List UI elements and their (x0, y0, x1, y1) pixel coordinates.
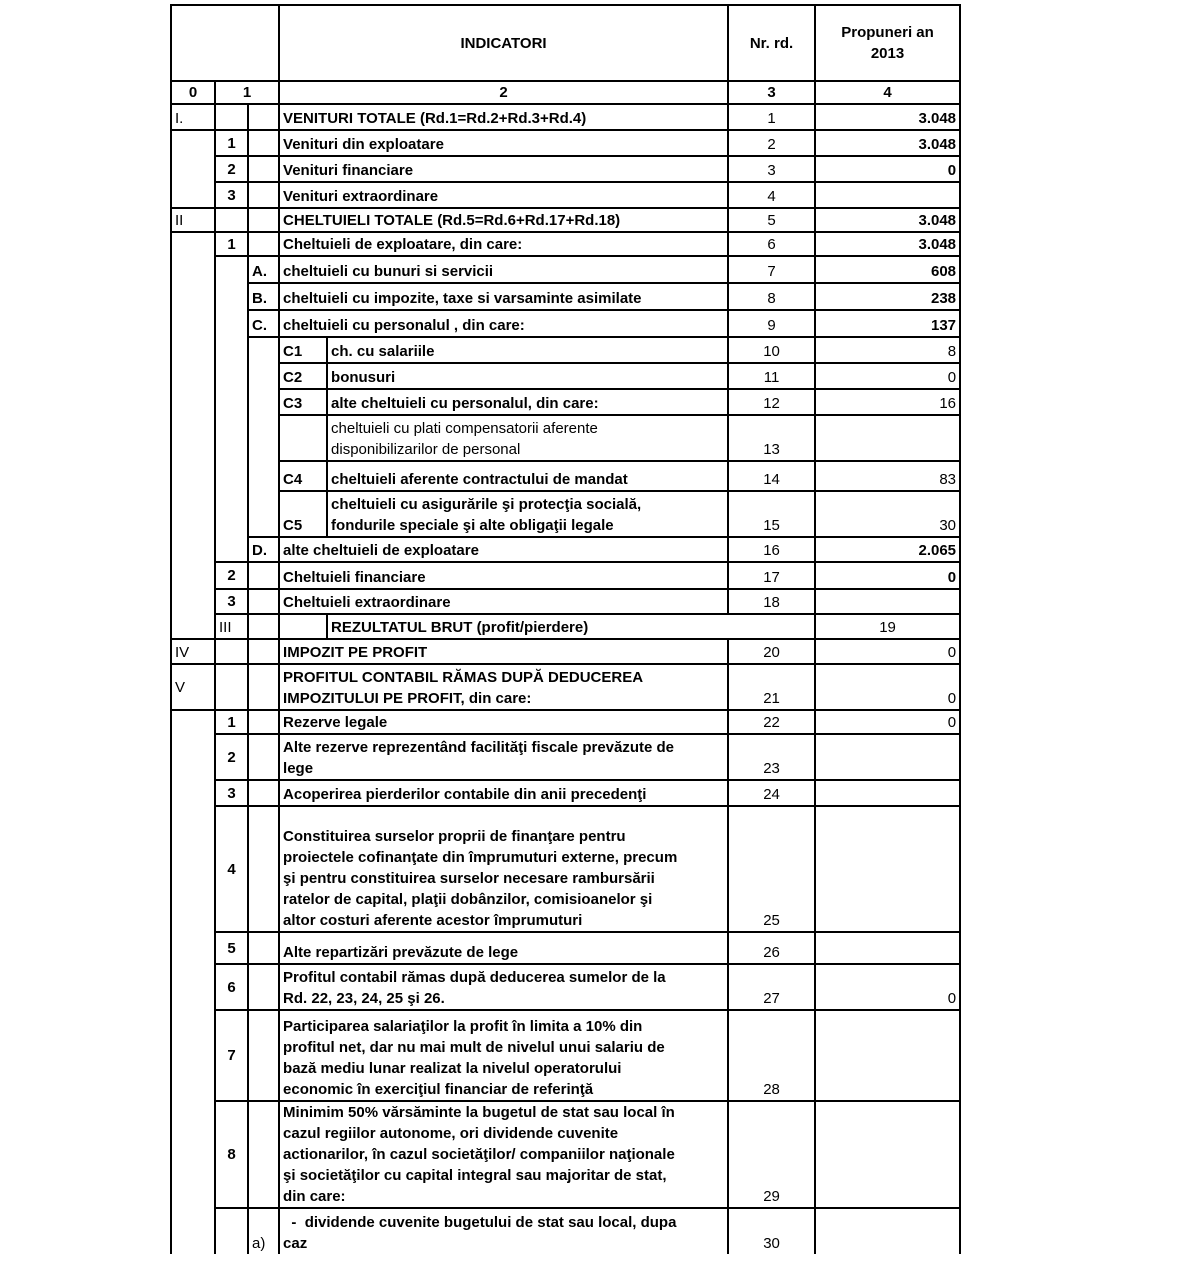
budget-table (170, 4, 961, 1254)
row-value (815, 1010, 960, 1101)
table-row (171, 461, 960, 491)
indicator-label: IMPOZIT PE PROFIT (279, 639, 728, 664)
col-number-4: 4 (815, 81, 960, 104)
row-value: 3.048 (815, 130, 960, 156)
table-row (171, 1010, 960, 1101)
letter-code: a) (248, 1208, 279, 1254)
indicator-label: Acoperirea pierderilor contabile din anii precedenţi (279, 780, 728, 806)
row-number: 12 (728, 389, 815, 415)
table-row (171, 256, 960, 283)
row-value (815, 734, 960, 780)
row-value (815, 589, 960, 614)
sub-number: 1 (215, 710, 248, 734)
table-row (171, 734, 960, 780)
letter-code: A. (248, 256, 279, 283)
indicator-label: Venituri extraordinare (279, 182, 728, 208)
col-number-2: 2 (279, 81, 728, 104)
table-row (171, 491, 960, 537)
row-number: 25 (728, 806, 815, 932)
row-number: 15 (728, 491, 815, 537)
indicator-label: Cheltuieli de exploatare, din care: (279, 232, 728, 256)
table-row (171, 664, 960, 710)
col-number-3: 3 (728, 81, 815, 104)
row-number: 13 (728, 415, 815, 461)
table-row (171, 389, 960, 415)
row-number: 1 (728, 104, 815, 130)
row-number: 4 (728, 182, 815, 208)
row-value: 0 (815, 562, 960, 589)
sub-number: 1 (215, 232, 248, 256)
indicator-label: PROFITUL CONTABIL RĂMAS DUPĂ DEDUCEREA IMPOZITULUI PE PROFIT, din care: (279, 664, 728, 710)
table-row (171, 562, 960, 589)
row-value (815, 932, 960, 964)
row-number: 17 (728, 562, 815, 589)
row-number: 7 (728, 256, 815, 283)
row-value: 3.048 (815, 232, 960, 256)
indicator-label: bonusuri (327, 363, 728, 389)
table-row (171, 363, 960, 389)
sub-code: C2 (279, 363, 327, 389)
table-row (171, 104, 960, 130)
sub-number: 3 (215, 589, 248, 614)
table-row (171, 337, 960, 363)
indicator-label: Participarea salariaţilor la profit în limita a 10% din profitul net, dar nu mai mult de nivelul unui salariu de bază mediu lunar realizat la nivelul operatorului economic în exerciţiul financiar de referinţă (279, 1010, 728, 1101)
sub-number: 1 (215, 130, 248, 156)
header-row (171, 5, 960, 81)
table-row (171, 780, 960, 806)
row-number: 11 (728, 363, 815, 389)
sub-number: 8 (215, 1101, 248, 1208)
row-value (815, 1101, 960, 1208)
table-row (171, 182, 960, 208)
header-nr-rd: Nr. rd. (728, 5, 815, 81)
row-number: 6 (728, 232, 815, 256)
row-value: 3.048 (815, 208, 960, 232)
header-indicatori: INDICATORI (279, 5, 728, 81)
sub-number: 6 (215, 964, 248, 1010)
row-number: 20 (728, 639, 815, 664)
indicator-label: CHELTUIELI TOTALE (Rd.5=Rd.6+Rd.17+Rd.18) (279, 208, 728, 232)
indicator-label: cheltuieli cu impozite, taxe si varsaminte asimilate (279, 283, 728, 310)
row-value: 83 (815, 461, 960, 491)
row-number: 30 (728, 1208, 815, 1254)
row-number: 18 (728, 589, 815, 614)
table-row (171, 614, 960, 639)
row-value: 3.048 (815, 104, 960, 130)
table-row (171, 283, 960, 310)
row-value (815, 1208, 960, 1254)
table-row (171, 537, 960, 562)
row-value (815, 182, 960, 208)
row-number: 28 (728, 1010, 815, 1101)
indicator-label: ch. cu salariile (327, 337, 728, 363)
indicator-label: Rezerve legale (279, 710, 728, 734)
row-number: 2 (728, 130, 815, 156)
row-value (815, 806, 960, 932)
sub-code: C1 (279, 337, 327, 363)
table-row (171, 964, 960, 1010)
sub-number: 2 (215, 734, 248, 780)
indicator-label: REZULTATUL BRUT (profit/pierdere) (327, 614, 815, 639)
indicator-label: cheltuieli cu personalul , din care: (279, 310, 728, 337)
row-value: 238 (815, 283, 960, 310)
row-value: 16 (815, 389, 960, 415)
indicator-label: Venituri financiare (279, 156, 728, 182)
group-blank (248, 337, 279, 537)
indicator-label: cheltuieli cu plati compensatorii aferente disponibilizarilor de personal (327, 415, 728, 461)
col-number-1: 1 (215, 81, 279, 104)
table-row (171, 130, 960, 156)
row-value: 0 (815, 664, 960, 710)
row-number: 9 (728, 310, 815, 337)
group-blank (171, 232, 215, 639)
row-number: 3 (728, 156, 815, 182)
sub-code: C5 (279, 491, 327, 537)
table-row (171, 710, 960, 734)
sub-number: 7 (215, 1010, 248, 1101)
indicator-label: Constituirea surselor proprii de finanţare pentru proiectele cofinanţate din împrumuturi externe, precum şi pentru constituirea surselor necesare rambursării ratelor de capital, plaţii dobânzilor, comisioanelor şi altor costuri aferente acestor împrumuturi (279, 806, 728, 932)
indicator-label: cheltuieli cu bunuri si servicii (279, 256, 728, 283)
table-row (171, 589, 960, 614)
col-number-0: 0 (171, 81, 215, 104)
table-row (171, 639, 960, 664)
sub-number: 3 (215, 780, 248, 806)
indicator-label: Minimim 50% vărsăminte la bugetul de stat sau local în cazul regiilor autonome, ori dividende cuvenite actionarilor, în cazul societăţilor/ companiilor naţionale şi societăţilor cu capital integral sau majoritar de stat, din care: (279, 1101, 728, 1208)
table-row (171, 1101, 960, 1208)
table-row (171, 806, 960, 932)
sub-number: 3 (215, 182, 248, 208)
indicator-label: Alte repartizări prevăzute de lege (279, 932, 728, 964)
header-blank (171, 5, 279, 81)
row-value: 0 (815, 156, 960, 182)
table-row (171, 232, 960, 256)
table-row (171, 415, 960, 461)
group-blank (215, 256, 248, 562)
row-number: 27 (728, 964, 815, 1010)
group-blank (171, 710, 215, 1254)
sub-code: C4 (279, 461, 327, 491)
indicator-label: VENITURI TOTALE (Rd.1=Rd.2+Rd.3+Rd.4) (279, 104, 728, 130)
row-number: 23 (728, 734, 815, 780)
table-row (171, 1208, 960, 1254)
indicator-label: Venituri din exploatare (279, 130, 728, 156)
row-value: 2.065 (815, 537, 960, 562)
row-number: 16 (728, 537, 815, 562)
indicator-label: alte cheltuieli de exploatare (279, 537, 728, 562)
roman-numeral: II (171, 208, 215, 232)
table-row (171, 310, 960, 337)
row-value: 8 (815, 337, 960, 363)
row-number: 26 (728, 932, 815, 964)
table-row (171, 932, 960, 964)
column-number-row (171, 81, 960, 104)
header-propuneri: Propuneri an 2013 (815, 5, 960, 81)
sub-code (279, 415, 327, 461)
row-value (815, 780, 960, 806)
roman-numeral: III (215, 614, 248, 639)
row-value: 30 (815, 491, 960, 537)
letter-code: D. (248, 537, 279, 562)
row-number: 10 (728, 337, 815, 363)
indicator-label: cheltuieli cu asigurările şi protecţia socială, fondurile speciale şi alte obligaţii legale (327, 491, 728, 537)
row-value: 608 (815, 256, 960, 283)
indicator-label: Cheltuieli financiare (279, 562, 728, 589)
row-number: 5 (728, 208, 815, 232)
roman-numeral: V (171, 664, 215, 710)
row-number: 24 (728, 780, 815, 806)
row-value: 0 (815, 363, 960, 389)
row-number: 14 (728, 461, 815, 491)
letter-code: B. (248, 283, 279, 310)
indicator-label: alte cheltuieli cu personalul, din care: (327, 389, 728, 415)
sub-number: 5 (215, 932, 248, 964)
sub-code: C3 (279, 389, 327, 415)
table-row (171, 208, 960, 232)
indicator-label: Profitul contabil rămas după deducerea sumelor de la Rd. 22, 23, 24, 25 şi 26. (279, 964, 728, 1010)
table-row (171, 156, 960, 182)
sub-number: 2 (215, 156, 248, 182)
indicator-label: - dividende cuvenite bugetului de stat sau local, dupa caz (279, 1208, 728, 1254)
row-number: 19 (815, 614, 960, 639)
row-value (815, 415, 960, 461)
indicator-label: cheltuieli aferente contractului de mandat (327, 461, 728, 491)
letter-code: C. (248, 310, 279, 337)
row-number: 22 (728, 710, 815, 734)
row-value: 0 (815, 964, 960, 1010)
row-value: 0 (815, 710, 960, 734)
indicator-label: Cheltuieli extraordinare (279, 589, 728, 614)
row-number: 8 (728, 283, 815, 310)
roman-numeral: I. (171, 104, 215, 130)
row-number: 21 (728, 664, 815, 710)
row-value: 137 (815, 310, 960, 337)
row-number: 29 (728, 1101, 815, 1208)
indicator-label: Alte rezerve reprezentând facilităţi fiscale prevăzute de lege (279, 734, 728, 780)
row-value: 0 (815, 639, 960, 664)
sub-number: 4 (215, 806, 248, 932)
sub-number: 2 (215, 562, 248, 589)
roman-numeral: IV (171, 639, 215, 664)
group-blank (171, 130, 215, 208)
